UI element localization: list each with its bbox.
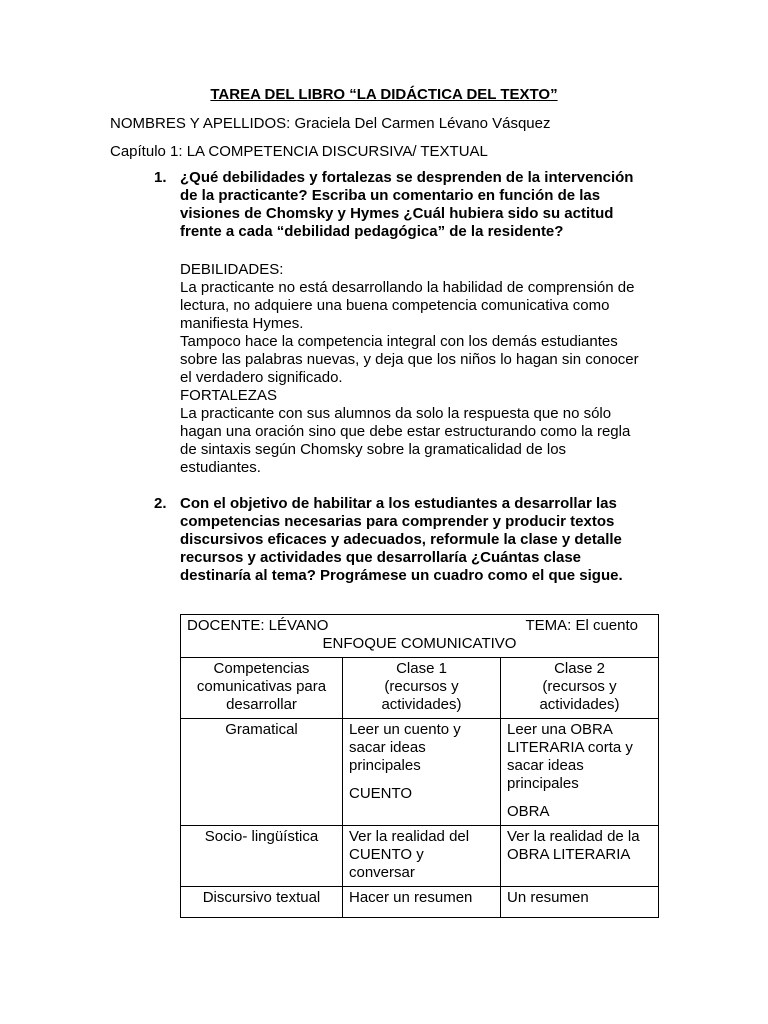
answer-line: el verdadero significado.: [180, 369, 343, 386]
table-row: [181, 826, 659, 887]
competencia-cell: Discursivo textual: [181, 887, 343, 918]
lesson-plan-table: [180, 614, 659, 918]
cell-line: OBRA LITERARIA: [507, 846, 631, 863]
cell-line: Ver la realidad del: [349, 828, 470, 845]
cell-line: Ver la realidad de la: [507, 828, 640, 845]
answer-line: estudiantes.: [180, 459, 261, 476]
cell-line: Hacer un resumen: [349, 889, 473, 906]
table-column-headers: [181, 658, 659, 719]
column-header-line: (recursos y: [384, 678, 459, 695]
question-line: discursivos eficaces y adecuados, reformule la clase y detalle: [180, 531, 622, 548]
answer-line: La practicante no está desarrollando la habilidad de comprensión de: [180, 279, 635, 296]
cell-line: sacar ideas: [349, 739, 426, 756]
tema-label: TEMA: El cuento: [525, 617, 638, 634]
answer-line: sobre las palabras nuevas, y deja que los niños lo hagan sin conocer: [180, 351, 639, 368]
clase2-cell: [501, 826, 659, 887]
answer-line: lectura, no adquiere una buena competencia comunicativa como: [180, 297, 610, 314]
cell-line: OBRA: [507, 803, 550, 820]
document-title: TAREA DEL LIBRO “LA DIDÁCTICA DEL TEXTO”: [210, 86, 558, 103]
table-row: [181, 887, 659, 918]
question-line: competencias necesarias para comprender y producir textos: [180, 513, 615, 530]
competencia-cell: Socio- lingüística: [181, 826, 343, 887]
table-header-row: [181, 615, 659, 658]
table-header-cell: [181, 615, 659, 658]
column-header-line: Clase 2: [554, 660, 605, 677]
answer-line: manifiesta Hymes.: [180, 315, 304, 332]
column-header-line: Clase 1: [396, 660, 447, 677]
column-header-line: desarrollar: [226, 696, 297, 713]
column-header-line: actividades): [539, 696, 620, 713]
question-line: Con el objetivo de habilitar a los estudiantes a desarrollar las: [180, 495, 617, 512]
cell-line: sacar ideas: [507, 757, 584, 774]
answer-line: Tampoco hace la competencia integral con los demás estudiantes: [180, 333, 618, 350]
question-line: ¿Qué debilidades y fortalezas se desprenden de la intervención: [180, 169, 634, 186]
answer-1: [180, 261, 660, 477]
question-line: frente a cada “debilidad pedagógica” de la residente?: [180, 223, 564, 240]
column-header: [181, 658, 343, 719]
weaknesses-heading: DEBILIDADES:: [180, 261, 284, 278]
column-header-line: comunicativas para: [196, 678, 327, 695]
student-names-line: NOMBRES Y APELLIDOS: Graciela Del Carmen Lévano Vásquez: [110, 115, 551, 132]
column-header: [343, 658, 501, 719]
cell-line: CUENTO: [349, 785, 413, 802]
docente-label: DOCENTE: LÉVANO: [187, 617, 329, 634]
answer-line: hagan una oración sino que debe estar estructurando como la regla: [180, 423, 631, 440]
column-header-line: Competencias: [213, 660, 310, 677]
question-2-text: [180, 495, 656, 585]
cell-line: Leer una OBRA: [507, 721, 613, 738]
question-1-text: [180, 169, 656, 241]
answer-line: de sintaxis según Chomsky sobre la gramaticalidad de los: [180, 441, 567, 458]
column-header: [501, 658, 659, 719]
question-line: de la practicante? Escriba un comentario en función de las: [180, 187, 601, 204]
column-header-line: (recursos y: [542, 678, 617, 695]
competencia-cell: Gramatical: [181, 719, 343, 826]
strengths-heading: FORTALEZAS: [180, 387, 277, 404]
cell-line: Un resumen: [507, 889, 589, 906]
question-1-number: 1.: [154, 169, 167, 186]
clase2-cell: [501, 887, 659, 918]
cell-line: LITERARIA corta y: [507, 739, 633, 756]
answer-line: La practicante con sus alumnos da solo la respuesta que no sólo: [180, 405, 612, 422]
clase1-cell: [343, 887, 501, 918]
table-row: [181, 719, 659, 826]
cell-line: principales: [349, 757, 421, 774]
question-2-number: 2.: [154, 495, 167, 512]
question-line: recursos y actividades que desarrollaría ¿Cuántas clase: [180, 549, 582, 566]
cell-line: principales: [507, 775, 579, 792]
clase1-cell: [343, 719, 501, 826]
cell-line: conversar: [349, 864, 415, 881]
cell-line: Leer un cuento y: [349, 721, 461, 738]
enfoque-label: ENFOQUE COMUNICATIVO: [322, 635, 517, 652]
clase1-cell: [343, 826, 501, 887]
question-line: destinaría al tema? Prográmese un cuadro como el que sigue.: [180, 567, 623, 584]
column-header-line: actividades): [381, 696, 462, 713]
chapter-line: Capítulo 1: LA COMPETENCIA DISCURSIVA/ TEXTUAL: [110, 143, 488, 160]
clase2-cell: [501, 719, 659, 826]
question-line: visiones de Chomsky y Hymes ¿Cuál hubiera sido su actitud: [180, 205, 614, 222]
cell-line: CUENTO y: [349, 846, 424, 863]
